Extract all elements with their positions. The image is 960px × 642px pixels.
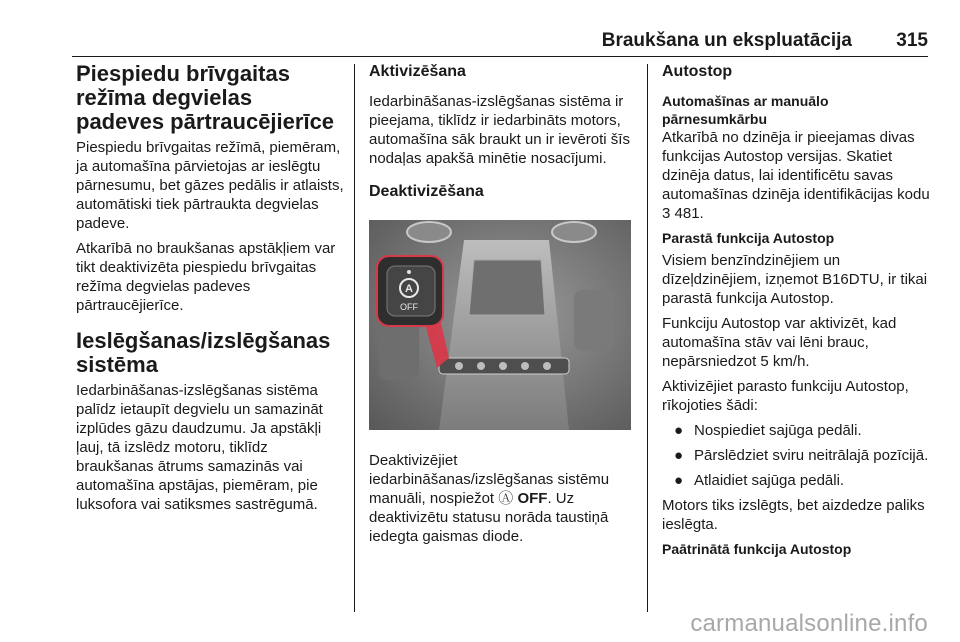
list-item: ● Nospiediet sajūga pedāli.	[674, 422, 862, 439]
column-divider-1	[354, 64, 355, 612]
section-heading-stop-start: Ieslēgšanas/izslēgšanas sistēma	[76, 328, 331, 377]
steps-list	[662, 421, 934, 490]
column-2	[369, 62, 633, 552]
bullet-icon: ●	[674, 422, 684, 439]
paragraph: Iedarbināšanas-izslēgšanas sistēma palīdz ietaupīt degvielu un samazināt izplūdes gāzu daudzumu. Ja apstākļi ļauj, tā izslēdz motoru, tiklīdz braukšanas ātrums samazinās vai automašīna apstājas, piemēram, pie luksofora vai satiksmes sastrēgumā.	[76, 382, 323, 513]
column-3	[662, 62, 934, 558]
paragraph: Deaktivizējiet iedarbināšanas/izslēgšanas sistēmu manuāli, nospiežot Ⓐ OFF. Uz deaktivizētu statusu norāda taustiņā iedegta gaismas diode.	[369, 452, 610, 545]
page-reference: 3 481.	[662, 205, 704, 222]
header-rule	[72, 56, 928, 57]
subheading-activation: Aktivizēšana	[369, 63, 466, 80]
paragraph: Funkciju Autostop var aktivizēt, kad automašīna stāv vai lēni brauc, nepārsniedzot 5 km/h.	[662, 315, 897, 370]
page-header	[72, 0, 928, 56]
bullet-icon: ●	[674, 447, 684, 464]
subheading-standard-autostop: Parastā funkcija Autostop	[662, 230, 835, 246]
paragraph: Iedarbināšanas-izslēgšanas sistēma ir pieejama, tiklīdz ir iedarbināts motors, automašīna sāk braukt un ir ievēroti šīs nodaļas apakšā minētie nosacījumi.	[369, 93, 630, 167]
subheading-manual-gearbox: Automašīnas ar manuālo pārnesumkārbu	[662, 93, 829, 127]
bullet-icon: ●	[674, 472, 684, 489]
list-item: ● Atlaidiet sajūga pedāli.	[674, 472, 845, 489]
list-item: ● Pārslēdziet sviru neitrālajā pozīcijā.	[674, 447, 929, 464]
off-button-label: OFF	[400, 302, 418, 312]
subheading-deactivation: Deaktivizēšana	[369, 183, 484, 200]
subheading-autostop: Autostop	[662, 63, 733, 80]
paragraph: Visiem benzīndzinējiem un dīzeļdzinējiem, izņemot B16DTU, ir tikai parastā funkcija Autostop.	[662, 252, 928, 307]
section-heading-fuel-cutoff: Piespiedu brīvgaitas režīma degvielas padeves pārtraucējierīce	[76, 61, 335, 134]
paragraph: Motors tiks izslēgts, bet aizdedze paliks ieslēgta.	[662, 497, 925, 533]
paragraph: Piespiedu brīvgaitas režīmā, piemēram, ja automašīna pārvietojas ar ieslēgtu pārnesumu, bet gāzes pedālis ir atlaists, automātiski tiek pārtraukta degvielas padeve.	[76, 139, 344, 232]
paragraph: Aktivizējiet parasto funkciju Autostop, rīkojoties šādi:	[662, 378, 909, 414]
autostop-icon: Ⓐ	[498, 490, 514, 507]
subheading-accelerated-autostop: Paātrinātā funkcija Autostop	[662, 541, 852, 557]
svg-text:A: A	[405, 283, 413, 295]
paragraph: Atkarībā no braukšanas apstākļiem var tikt deaktivizēta piespiedu brīvgaitas režīma degvielas padeves pārtraucējierīce.	[76, 240, 336, 314]
running-title: Braukšana un ekspluatācija	[601, 30, 852, 51]
dashboard-illustration	[369, 220, 631, 430]
paragraph: Atkarībā no dzinēja ir pieejamas divas funkcijas Autostop versijas. Skatiet dzinēja datus, lai identificētu savas automašīnas dzinēja identifikācijas kodu 3 481.	[662, 129, 930, 222]
column-1	[76, 62, 344, 520]
page-number: 315	[896, 30, 928, 51]
watermark: carmanualsonline.info	[690, 610, 928, 637]
column-divider-2	[647, 64, 648, 612]
